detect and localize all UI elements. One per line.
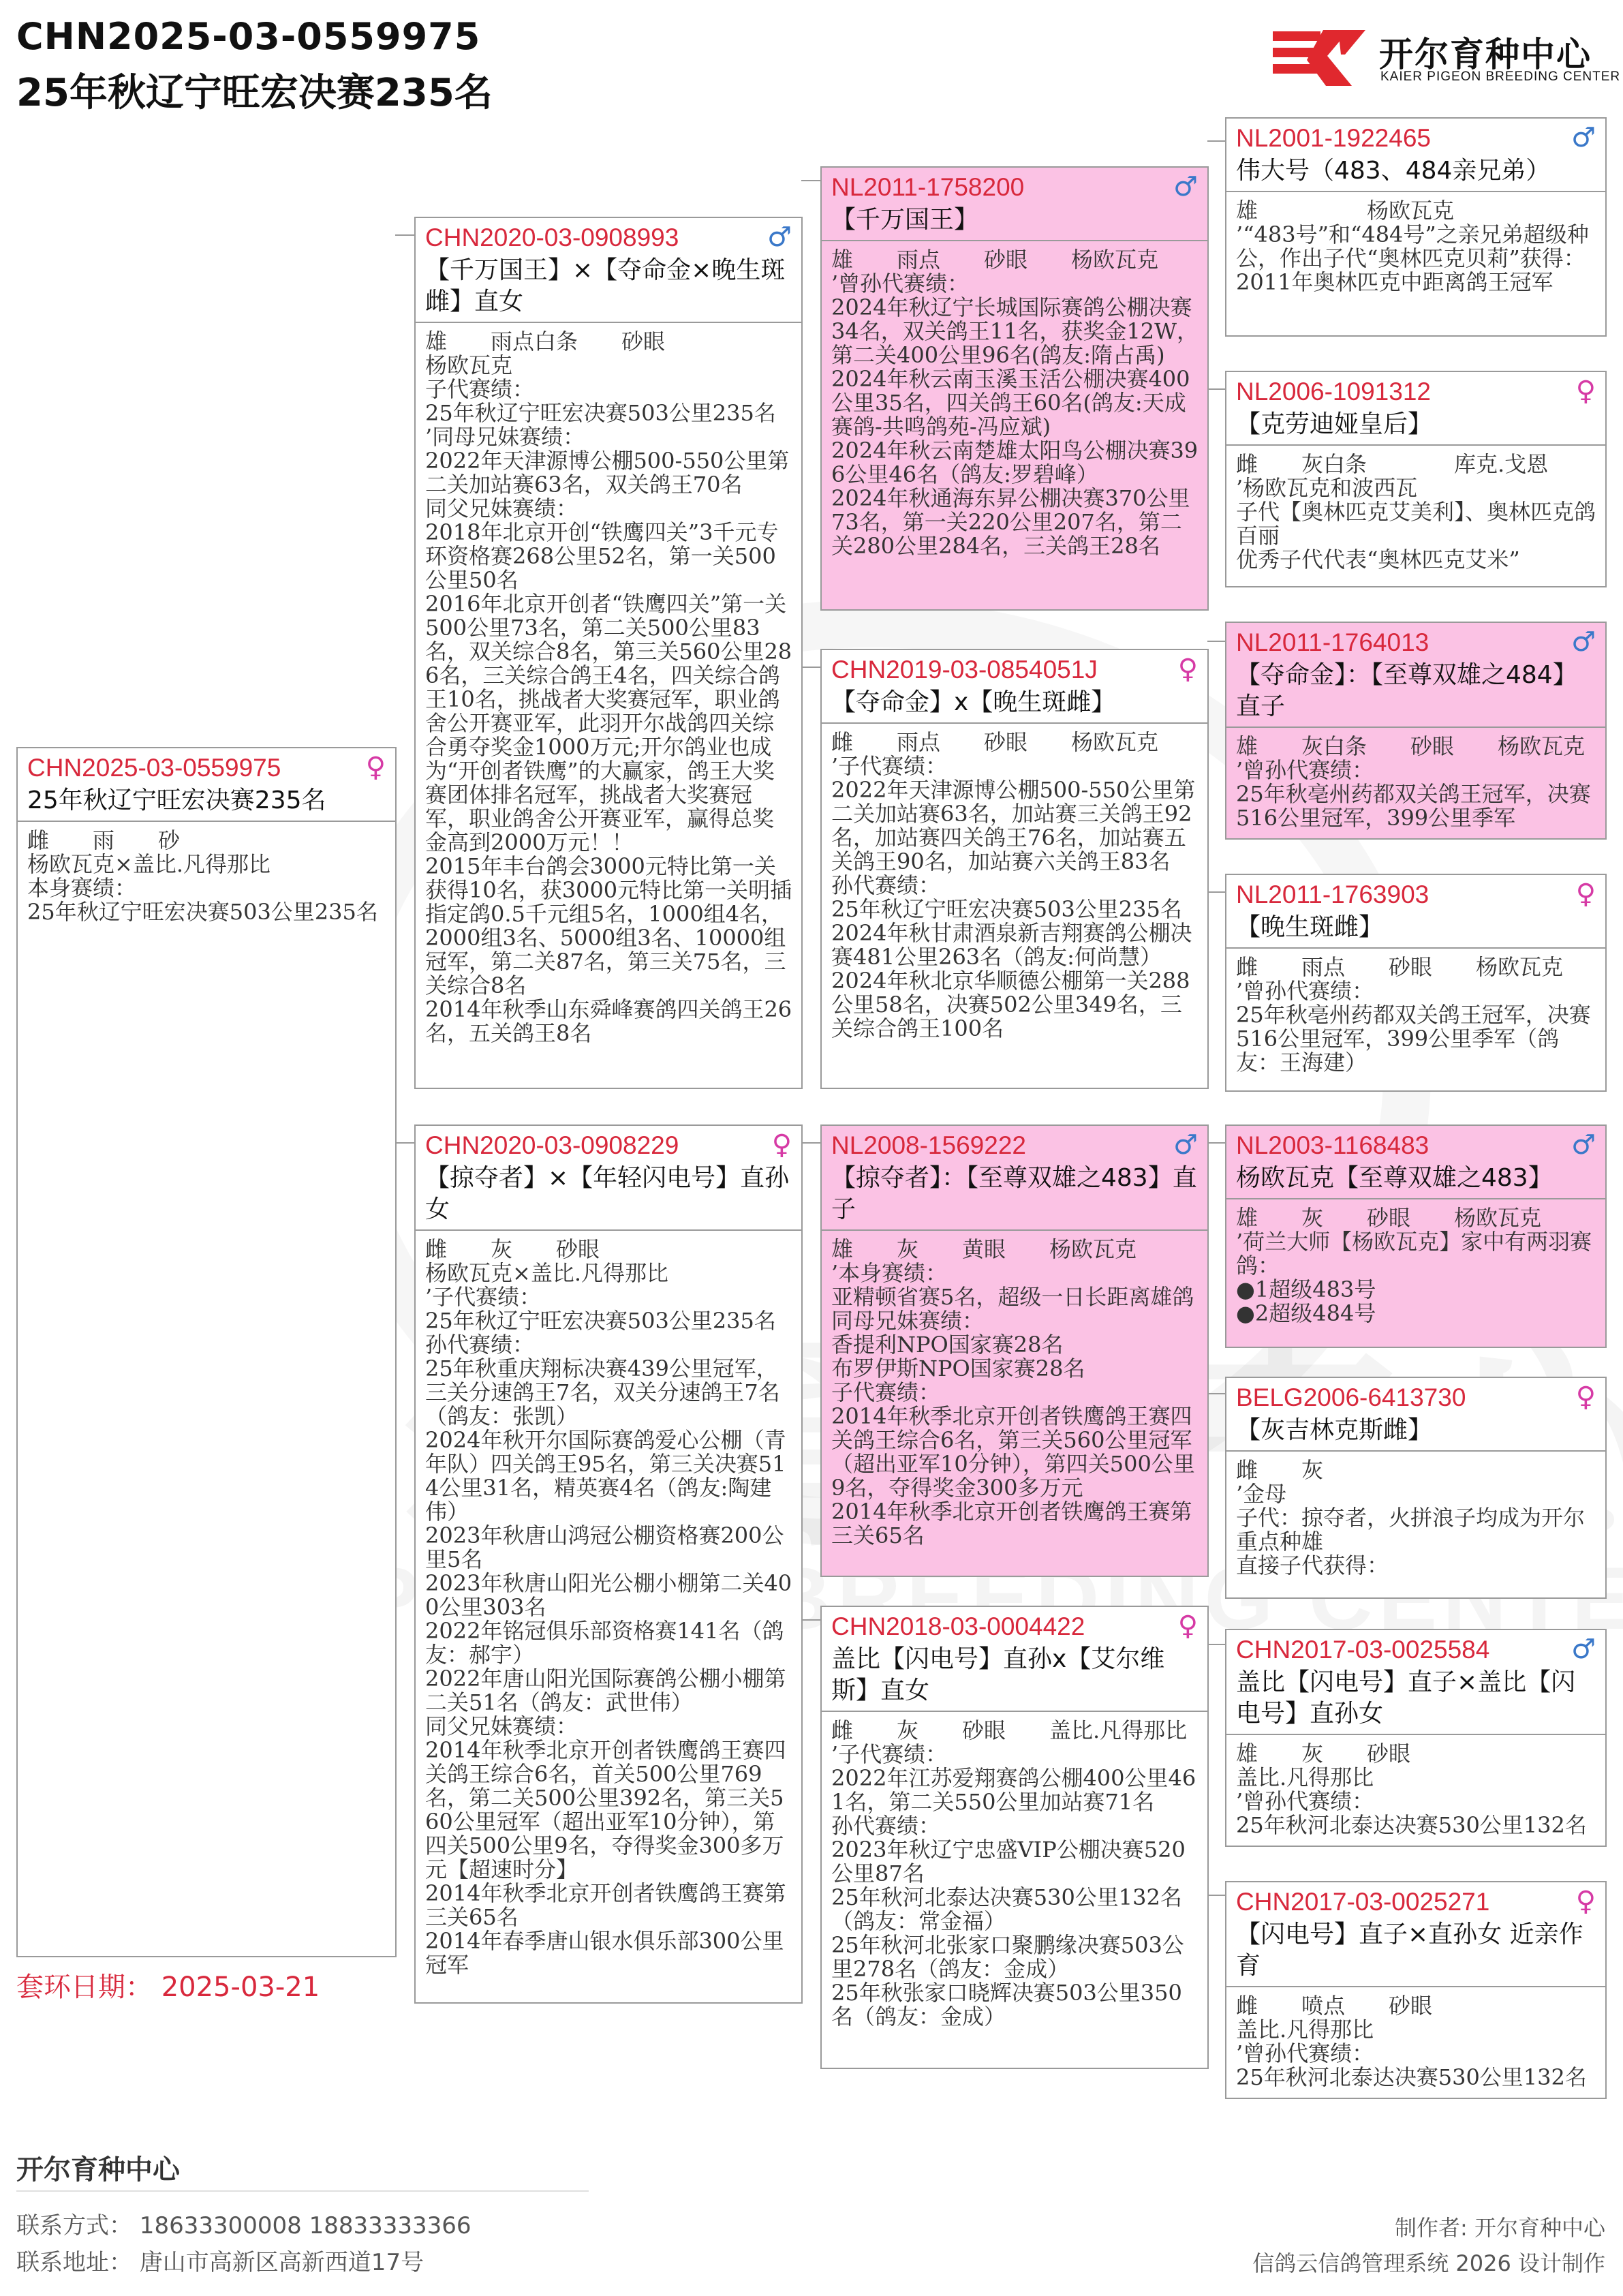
pigeon-details: 雄 杨欧瓦克 ’“483号”和“484号”之亲兄弟超级种公，作出子代“奥林匹克贝莉”获得： 2011年奥林匹克中距离鸽王冠军 [1236,198,1589,295]
pedigree-card-ggp-5[interactable] [1225,1124,1607,1348]
header-ring-id: CHN2025-03-0559975 [16,15,481,58]
footer-company: 开尔育种中心 [16,2154,180,2186]
ring-date: 套环日期： 2025-03-21 [16,1972,320,2003]
ring-number: NL2006-1091312 [1236,378,1431,405]
pedigree-card-subject[interactable] [16,747,397,1957]
ring-number: NL2011-1764013 [1236,628,1429,656]
pigeon-name: 【闪电号】直子×直孙女 近亲作育 [1236,1920,1583,1980]
pigeon-details: 雄 灰 黄眼 杨欧瓦克 ’本身赛绩： 亚精顿省赛5名，超级一日长距离雄鸽 同母兄妹赛绩： 香提利NPO国家赛28名 布罗伊斯NPO国家赛28名 子代赛绩： 2014年秋季北京开创者铁鹰鸽王赛四关鸽王综合6名，第三关560公里冠军（超出亚军10分钟），第四关500公里9名，夺得奖金300多万元 2014年秋季北京开创者铁鹰鸽王赛第三关65名 [831,1236,1195,1548]
pedigree-card-ggp-6[interactable] [1225,1377,1607,1599]
connector-line [395,234,414,237]
card-header [1226,875,1605,949]
brand-logo [1273,25,1621,93]
pigeon-name: 【掠夺者】：【至尊双雄之483】直子 [831,1164,1197,1223]
pigeon-name: 25年秋辽宁旺宏决赛235名 [27,786,326,814]
ring-number: BELG2006-6413730 [1236,1383,1466,1411]
footer-address: 联系地址： 唐山市高新区高新西道17号 [16,2249,424,2276]
card-header [416,1126,801,1231]
pigeon-name: 盖比【闪电号】直孙x【艾尔维斯】直女 [831,1645,1165,1704]
sex-icon: ♀ [771,1129,792,1161]
card-header [1226,1882,1605,1987]
pigeon-details: 雌 灰 ’金母 子代：掠夺者，火拼浪子均成为开尔重点种雄 直接子代获得： [1236,1457,1586,1578]
pedigree-card-sire-sire[interactable] [820,166,1209,611]
pigeon-details: 雌 灰白条 库克.戈恩 ’杨欧瓦克和波西瓦 子代【奥林匹克艾美利】、奥林匹克鸽百丽 优秀子代代表“奥林匹克艾米” [1236,451,1596,572]
pedigree-card-dam-sire[interactable] [820,1124,1209,1577]
pedigree-card-dam[interactable] [414,1124,803,2004]
footer-maker: 制作者: 开尔育种中心 [1395,2215,1605,2241]
card-header [1226,372,1605,446]
pigeon-details: 雌 灰 砂眼 盖比.凡得那比 ’子代赛绩： 2022年江苏爱翔赛鸽公棚400公里461名，第二关550公里加站赛71名 孙代赛绩： 2023年秋辽宁忠盛VIP公棚决赛520公里87名 25年秋河北泰达决赛530公里132名（鸽友：常金福） 25年秋河北张家口聚鹏缘决赛503公里278名（鸽友：金成） 25年秋张家口晓辉决赛503公里350名（鸽友：金成） [831,1717,1196,2030]
pigeon-name: 杨欧瓦克【至尊双雄之483】 [1236,1164,1553,1192]
pedigree-card-ggp-7[interactable] [1225,1629,1607,1847]
sex-icon: ♀ [1575,878,1596,910]
brand-name-cn: 开尔育种中心 [1379,35,1592,74]
card-header [1226,623,1605,728]
pigeon-details: 雌 喷点 砂眼 盖比.凡得那比 ’曾孙代赛绩： 25年秋河北泰达决赛530公里132名 [1236,1993,1587,2090]
ring-number: CHN2020-03-0908229 [425,1131,679,1159]
sex-icon: ♀ [1575,376,1596,407]
pigeon-details: 雄 灰 砂眼 杨欧瓦克 ’荷兰大师【杨欧瓦克】家中有两羽赛鸽： ●1超级483号 ●2超级484号 [1236,1205,1592,1326]
card-header [822,168,1207,241]
connector-line [801,1142,820,1145]
pedigree-card-ggp-3[interactable] [1225,622,1607,840]
card-header [822,650,1207,724]
pigeon-details: 雄 灰 砂眼 盖比.凡得那比 ’曾孙代赛绩： 25年秋河北泰达决赛530公里132名 [1236,1741,1587,1838]
ring-number: NL2001-1922465 [1236,124,1431,152]
pigeon-details: 雌 雨点 砂眼 杨欧瓦克 ’子代赛绩： 2022年天津源博公棚500-550公里第二关加站赛63名，加站赛三关鸽王92名，加站赛四关鸽王76名，加站赛五关鸽王90名，加站赛六关鸽王83名 孙代赛绩： 25年秋辽宁旺宏决赛503公里235名 2024年秋甘肃酒泉新吉翔赛鸽公棚决赛481公里263名（鸽友:何尚慧） 2024年秋北京华顺德公棚第一关288公里58名，决赛502公里349名，三关综合鸽王100名 [831,729,1196,1041]
pedigree-card-ggp-1[interactable] [1225,117,1607,337]
card-header [18,748,395,822]
pigeon-details: 雌 雨 砂 杨欧瓦克×盖比.凡得那比 本身赛绩： 25年秋辽宁旺宏决赛503公里235名 [27,827,378,925]
sex-icon: ♂ [1173,171,1198,202]
connector-line [801,667,820,669]
sex-icon: ♀ [1177,654,1198,685]
card-header [1226,1630,1605,1735]
pedigree-card-ggp-4[interactable] [1225,874,1607,1092]
ring-number: CHN2025-03-0559975 [27,754,281,782]
pigeon-name: 盖比【闪电号】直子×盖比【闪电号】直孙女 [1236,1668,1576,1728]
pigeon-name: 【千万国王】 [831,206,979,234]
pigeon-name: 【克劳迪娅皇后】 [1236,410,1433,438]
ring-number: CHN2019-03-0854051J [831,656,1098,684]
pedigree-card-ggp-2[interactable] [1225,371,1607,587]
ring-number: NL2011-1758200 [831,173,1025,201]
header-title: 25年秋辽宁旺宏决赛235名 [16,71,493,115]
connector-line [1207,388,1225,391]
pedigree-card-sire-dam[interactable] [820,649,1209,1089]
ring-number: CHN2018-03-0004422 [831,1612,1085,1640]
connector-line [1207,891,1225,894]
pigeon-name: 【千万国王】×【夺命金×晚生斑雌】直女 [425,256,786,316]
footer-divider [16,2190,589,2192]
ring-number: CHN2020-03-0908993 [425,224,679,251]
connector-line [1207,1644,1225,1647]
sex-icon: ♂ [1571,626,1596,658]
pigeon-details: 雌 灰 砂眼 杨欧瓦克×盖比.凡得那比 ’子代赛绩： 25年秋辽宁旺宏决赛503公里235名 孙代赛绩： 25年秋重庆翔标决赛439公里冠军，三关分速鸽王7名，双关分速鸽王7名（鸽友：张凯） 2024年秋开尔国际赛鸽爱心公棚（青年队）四关鸽王95名，第三关决赛514公里31名，精英赛4名（鸽友:陶建伟） 2023年秋唐山鸿冠公棚资格赛200公里5名 2023年秋唐山阳光公棚小棚第二关400公里303名 2022年铭冠俱乐部资格赛141名（鸽友：郝宇） 2022年唐山阳光国际赛鸽公棚小棚第二关51名（鸽友：武世伟） 同父兄妹赛绩： 2014年秋季北京开创者铁鹰鸽王赛四关鸽王综合6名，首关500公里769名，第二关500公里392名，第三关560公里冠军（超出亚军10分钟），第四关500公里9名，夺得奖金300多万元【超速时分】 2014年秋季北京开创者铁鹰鸽王赛第三关65名 2014年春季唐山银水俱乐部300公里冠军 [425,1236,792,1978]
sex-icon: ♂ [1173,1129,1198,1161]
pigeon-name: 伟大号（483、484亲兄弟） [1236,157,1551,185]
pigeon-details: 雄 雨点白条 砂眼 杨欧瓦克 子代赛绩： 25年秋辽宁旺宏决赛503公里235名 ’同母兄妹赛绩： 2022年天津源博公棚500-550公里第二关加站赛63名，双关鸽王70名 同父兄妹赛绩： 2018年北京开创“铁鹰四关”3千元专环资格赛268公里52名，第一关500公里50名 2016年北京开创者“铁鹰四关”第一关500公里73名，第二关500公里83名，双关综合8名，第三关560公里286名，三关综合鸽王4名，四关综合鸽王10名，挑战者大奖赛冠军，职业鸽舍公开赛亚军，此羽开尔战鸽四关综合勇夺奖金1000万元;开尔鸽业也成为“开创者铁鹰”的大赢家，鸽王大奖赛团体排名冠军，挑战者大奖赛冠军，职业鸽舍公开赛亚军，赢得总奖金高到2000万元！！ 2015年丰台鸽会3000元特比第一关获得10名，获3000元特比第一关明插指定鸽0.5千元组5名，1000组4名，2000组3名、5000组3名、10000组冠军，第二关87名，第三关75名，三关综合8名 2014年秋季山东舜峰赛鸽四关鸽王26名，五关鸽王8名 [425,328,792,1046]
connector-line [801,180,820,183]
sex-icon: ♂ [1571,1634,1596,1665]
sex-icon: ♂ [1571,1129,1596,1161]
connector-line [1207,1393,1225,1396]
pigeon-name: 【夺命金】：【至尊双雄之484】直子 [1236,661,1577,720]
card-header [416,218,801,323]
sex-icon: ♀ [1575,1381,1596,1413]
ring-number: NL2008-1569222 [831,1131,1026,1159]
card-header [1226,1126,1605,1199]
card-header [1226,119,1605,192]
pigeon-name: 【掠夺者】×【年轻闪电号】直孙女 [425,1164,790,1223]
card-header [822,1607,1207,1712]
connector-line [1207,140,1225,143]
pedigree-card-dam-dam[interactable] [820,1606,1209,2069]
card-header [822,1126,1207,1231]
sex-icon: ♂ [767,221,792,253]
pigeon-name: 【夺命金】x【晚生斑雌】 [831,688,1116,716]
sex-icon: ♂ [1571,122,1596,153]
pedigree-card-ggp-8[interactable] [1225,1881,1607,2099]
ring-number: CHN2017-03-0025584 [1236,1636,1490,1664]
footer-system: 信鸽云信鸽管理系统 2026 设计制作 [1252,2250,1605,2276]
connector-line [1207,641,1225,643]
pedigree-card-sire[interactable] [414,217,803,1089]
brand-name-en: KAIER PIGEON BREEDING CENTER [1380,70,1621,84]
pigeon-name: 【晚生斑雌】 [1236,913,1384,941]
ring-number: CHN2017-03-0025271 [1236,1888,1490,1916]
pigeon-name: 【灰吉林克斯雌】 [1236,1416,1433,1444]
ring-number: NL2003-1168483 [1236,1131,1429,1159]
connector-line [801,1619,820,1622]
kaier-logo-icon [1273,25,1368,90]
sex-icon: ♀ [365,752,386,783]
pigeon-details: 雌 雨点 砂眼 杨欧瓦克 ’曾孙代赛绩： 25年秋亳州药都双关鸽王冠军，决赛516公里冠军，399公里季军（鸽友：王海建） [1236,954,1591,1075]
pigeon-details: 雄 灰白条 砂眼 杨欧瓦克 ’曾孙代赛绩： 25年秋亳州药都双关鸽王冠军，决赛516公里冠军，399公里季军 [1236,733,1591,831]
ring-number: NL2011-1763903 [1236,881,1429,908]
card-header [1226,1378,1605,1452]
connector-line [395,1142,414,1145]
pigeon-details: 雄 雨点 砂眼 杨欧瓦克 ’曾孙代赛绩： 2024年秋辽宁长城国际赛鸽公棚决赛34名，双关鸽王11名，获奖金12W，第二关400公里96名(鸽友:隋占禹) 2024年秋云南玉溪玉活公棚决赛400公里35名，四关鸽王60名(鸽友:天成赛鸽-共鸣鸽苑-冯应斌) 2024年秋云南楚雄太阳鸟公棚决赛396公里46名（鸽友:罗碧峰） 2024年秋通海东昇公棚决赛370公里73名，第一关220公里207名，第二关280公里284名，三关鸽王28名 [831,247,1199,559]
connector-line [1207,1895,1225,1897]
sex-icon: ♀ [1575,1886,1596,1917]
connector-line [1207,1142,1225,1145]
footer-contact: 联系方式： 18633300008 18833333366 [16,2212,472,2239]
sex-icon: ♀ [1177,1610,1198,1642]
